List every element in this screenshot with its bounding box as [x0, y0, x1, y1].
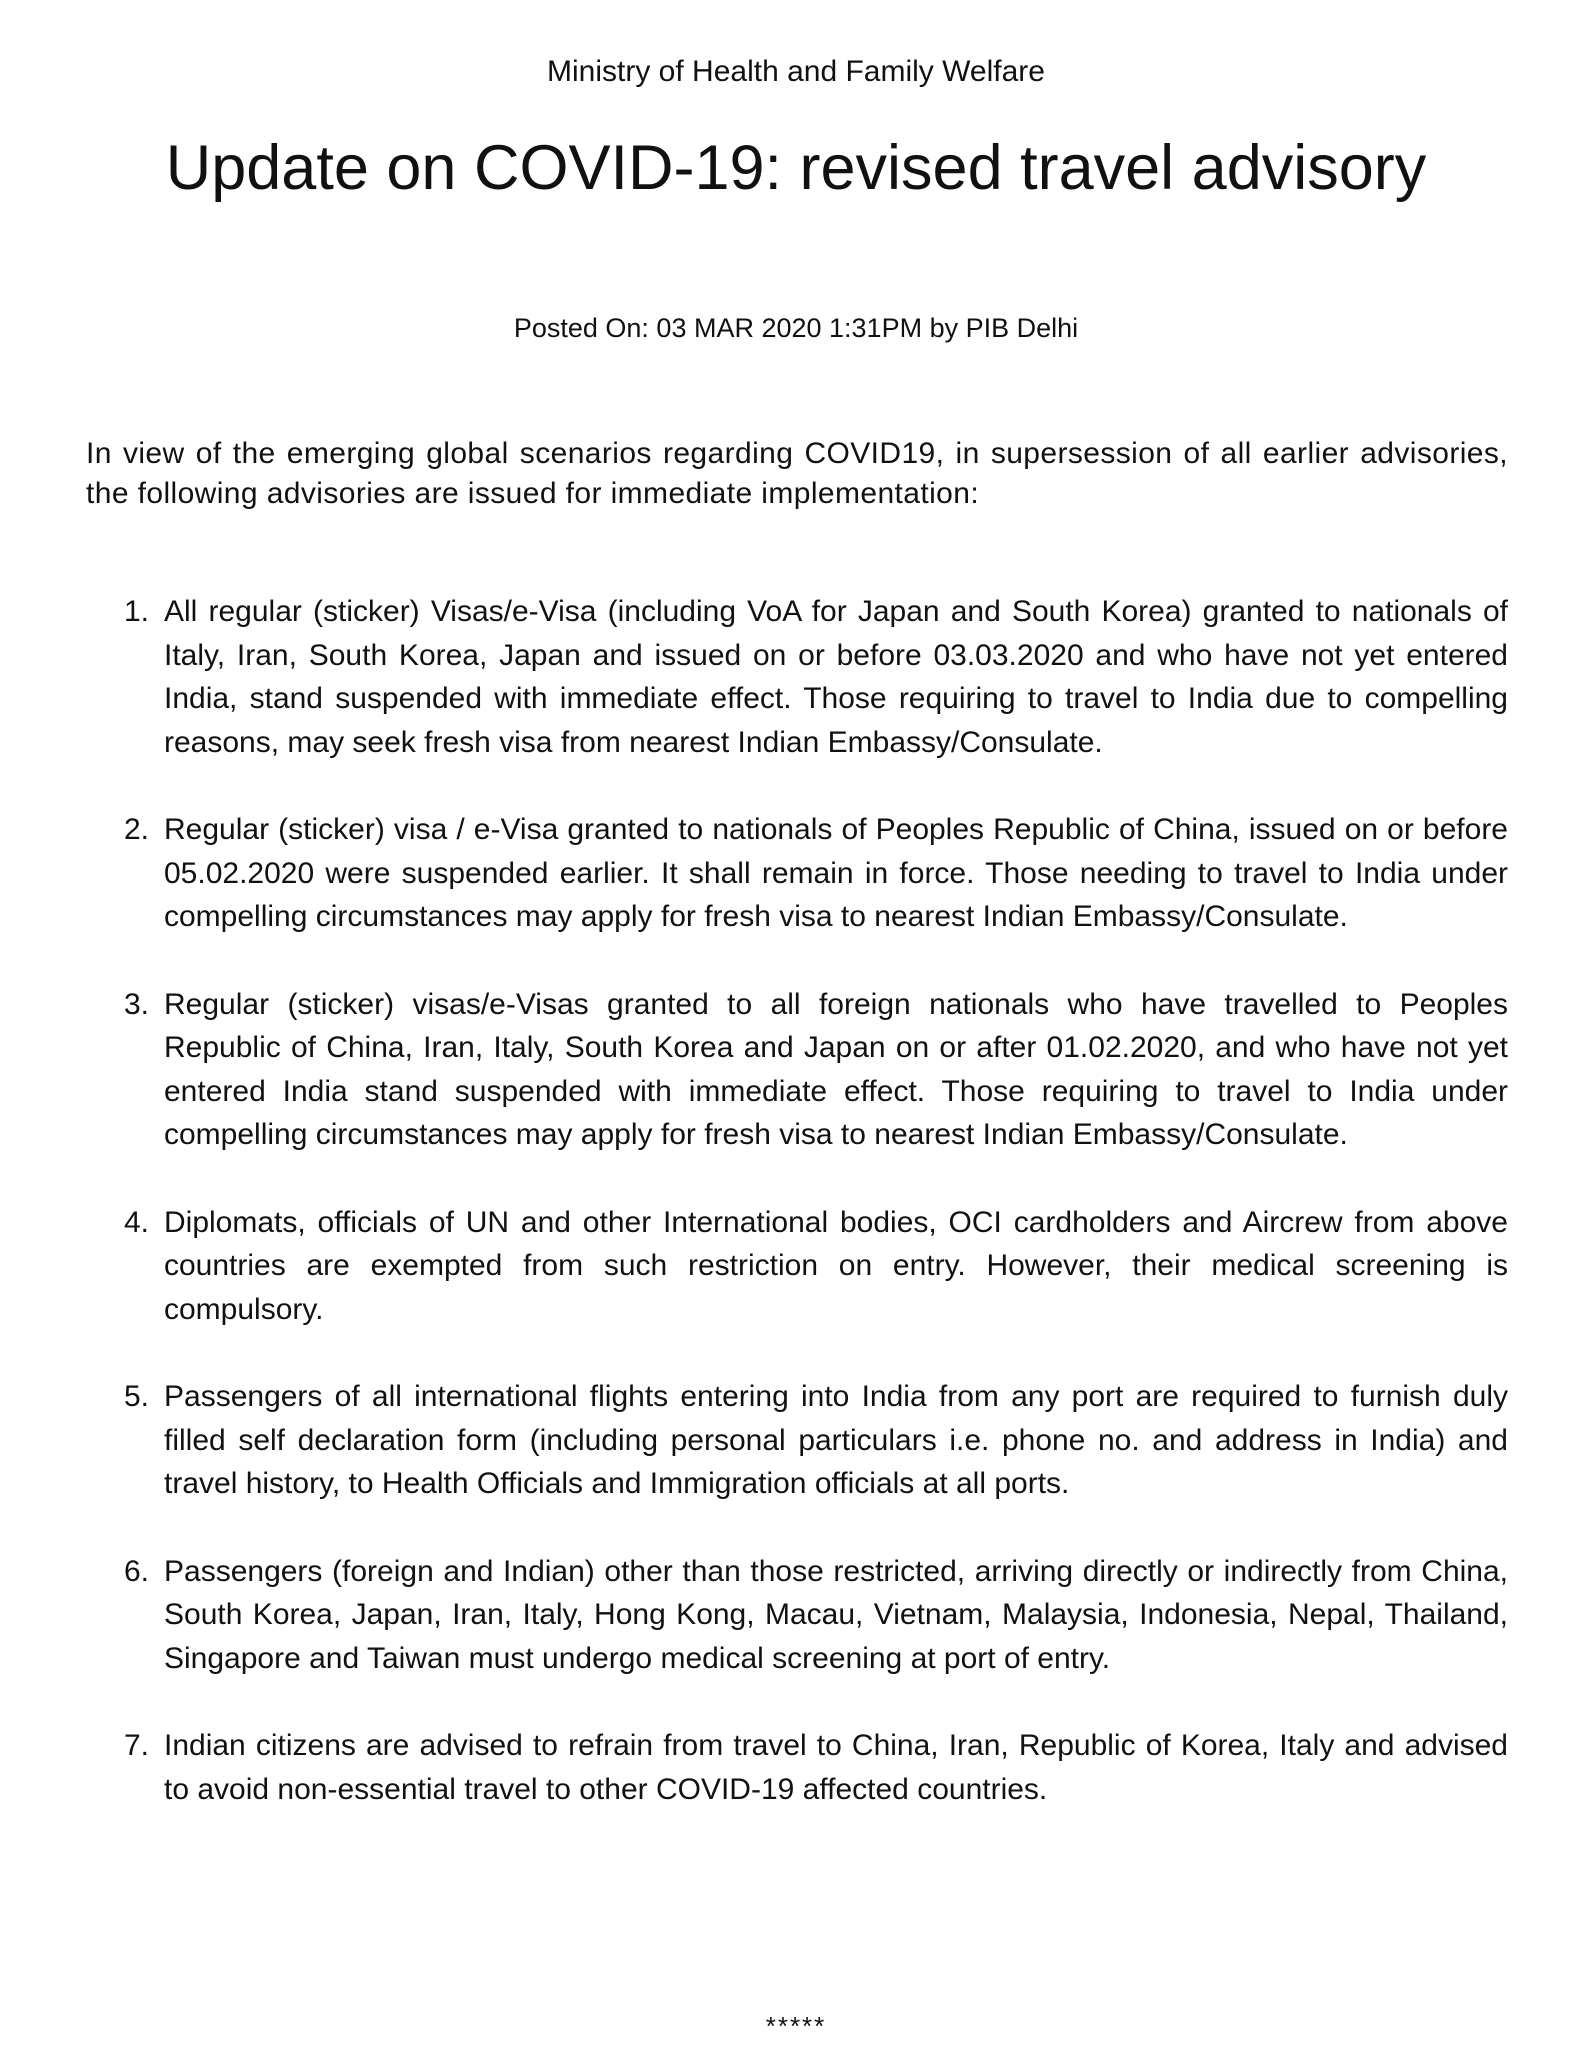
advisory-number: 4. — [124, 1205, 150, 1239]
advisory-number: 2. — [124, 813, 150, 846]
intro-paragraph: In view of the emerging global scenarios regarding COVID19, in supersession of all earlier advisories, the following advisories are issued for immediate implementation: — [86, 437, 1508, 510]
advisory-text: Passengers of all international flights entering into India from any port are required to furnish duly filled self declaration form (including personal particulars i.e. phone no. and address in India) and travel history, to Health Officials and Immigration officials at all ports. — [164, 1380, 1508, 1500]
advisory-list — [120, 590, 1508, 1855]
advisory-item — [120, 1375, 1508, 1506]
page-title: Update on COVID-19: revised travel advisory — [165, 133, 1427, 203]
advisory-number: 7. — [124, 1729, 150, 1762]
advisory-item — [120, 1550, 1508, 1681]
advisory-text: Regular (sticker) visa / e-Visa granted to nationals of Peoples Republic of China, issued on or before 05.02.2020 were suspended earlier. It shall remain in force. Those needing to travel to India under compelling circumstances may apply for fresh visa to nearest Indian Embassy/Consulate. — [164, 813, 1508, 933]
advisory-item — [120, 1724, 1508, 1811]
advisory-text: Diplomats, officials of UN and other International bodies, OCI cardholders and Aircrew from above countries are exempted from such restriction on entry. However, their medical screening is compulsory. — [164, 1205, 1508, 1326]
advisory-number: 1. — [124, 595, 150, 628]
advisory-number: 6. — [124, 1554, 150, 1588]
advisory-number: 5. — [124, 1380, 150, 1413]
advisory-text: Passengers (foreign and Indian) other than those restricted, arriving directly or indirectly from China, South Korea, Japan, Iran, Italy, Hong Kong, Macau, Vietnam, Malaysia, Indonesia, Nepal, Thailand, Singapore and Taiwan must undergo medical screening at port of entry. — [164, 1554, 1508, 1675]
advisory-item — [120, 983, 1508, 1157]
ministry-name: Ministry of Health and Family Welfare — [547, 55, 1045, 88]
advisory-number: 3. — [124, 987, 150, 1021]
end-marker: ***** — [765, 2011, 827, 2041]
advisory-text: Regular (sticker) visas/e-Visas granted to all foreign nationals who have travelled to Peoples Republic of China, Iran, Italy, South Korea and Japan on or after 01.02.2020, and who have not yet entered India stand suspended with immediate effect. Those requiring to travel to India under compelling circumstances may apply for fresh visa to nearest Indian Embassy/Consulate. — [164, 987, 1508, 1151]
advisory-item — [120, 1201, 1508, 1332]
advisory-item — [120, 590, 1508, 764]
posted-date: Posted On: 03 MAR 2020 1:31PM by PIB Delhi — [513, 313, 1079, 343]
advisory-text: Indian citizens are advised to refrain from travel to China, Iran, Republic of Korea, Italy and advised to avoid non-essential travel to other COVID-19 affected countries. — [164, 1729, 1508, 1806]
advisory-text: All regular (sticker) Visas/e-Visa (including VoA for Japan and South Korea) granted to nationals of Italy, Iran, South Korea, Japan and issued on or before 03.03.2020 and who have not yet entered India, stand suspended with immediate effect. Those requiring to travel to India due to compelling reasons, may seek fresh visa from nearest Indian Embassy/Consulate. — [164, 595, 1508, 759]
advisory-item — [120, 808, 1508, 939]
